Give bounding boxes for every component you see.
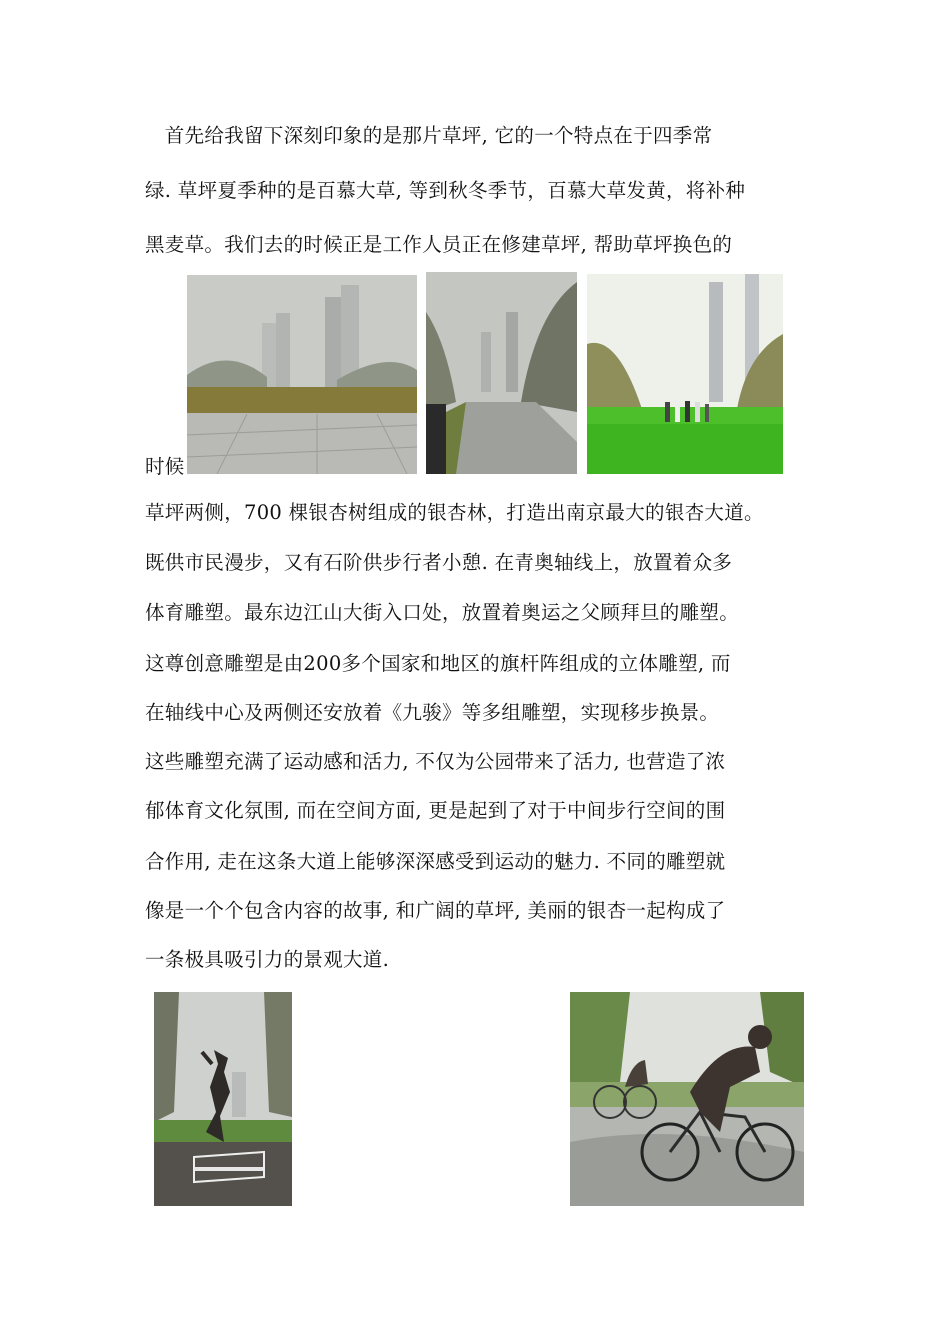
paragraph-2-line-2: 既供市民漫步，又有石阶供步行者小憩. 在青奥轴线上，放置着众多 bbox=[145, 551, 733, 574]
cyclist-sculpture-photo bbox=[570, 992, 804, 1206]
paragraph-2-line-1: 草坪两侧，700 棵银杏树组成的银杏林，打造出南京最大的银杏大道。 bbox=[145, 501, 764, 524]
paragraph-2-line-3: 体育雕塑。最东边江山大街入口处，放置着奥运之父顾拜旦的雕塑。 bbox=[145, 601, 740, 624]
paragraph-2-line-6: 这些雕塑充满了运动感和活力, 不仅为公园带来了活力, 也营造了浓 bbox=[145, 750, 726, 773]
ginkgo-path-photo bbox=[426, 272, 577, 474]
paragraph-2-line-4: 这尊创意雕塑是由200多个国家和地区的旗杆阵组成的立体雕塑, 而 bbox=[145, 652, 731, 675]
paragraph-1-line-1: 首先给我留下深刻印象的是那片草坪, 它的一个特点在于四季常 bbox=[145, 124, 713, 147]
inline-text-prefix: 时候 bbox=[145, 455, 185, 478]
runner-sculpture-photo bbox=[154, 992, 292, 1206]
paragraph-2-line-8: 合作用, 走在这条大道上能够深深感受到运动的魅力. 不同的雕塑就 bbox=[145, 850, 726, 873]
lawn-towers-photo bbox=[187, 275, 417, 474]
green-lawn-people-photo bbox=[587, 274, 783, 474]
paragraph-1-line-2: 绿. 草坪夏季种的是百慕大草, 等到秋冬季节，百慕大草发黄，将补种 bbox=[145, 179, 746, 202]
paragraph-2-line-10: 一条极具吸引力的景观大道. bbox=[145, 948, 390, 971]
paragraph-2-line-5: 在轴线中心及两侧还安放着《九骏》等多组雕塑，实现移步换景。 bbox=[145, 701, 720, 724]
paragraph-2-line-7: 郁体育文化氛围, 而在空间方面, 更是起到了对于中间步行空间的围 bbox=[145, 799, 726, 822]
paragraph-1-line-3: 黑麦草。我们去的时候正是工作人员正在修建草坪, 帮助草坪换色的 bbox=[145, 233, 733, 256]
paragraph-2-line-9: 像是一个个包含内容的故事, 和广阔的草坪, 美丽的银杏一起构成了 bbox=[145, 899, 726, 922]
